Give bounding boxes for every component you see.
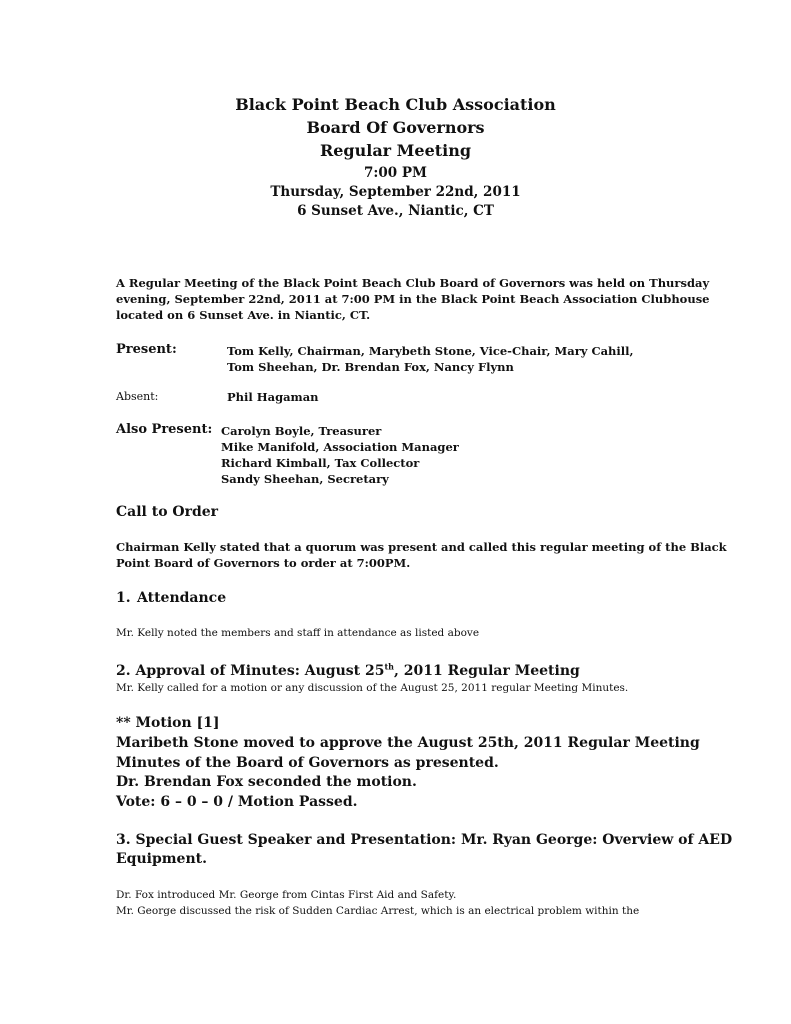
motion-vote: Vote: 6 – 0 – 0 / Motion Passed.	[116, 794, 358, 810]
also-present-label: Also Present:	[116, 422, 213, 437]
org-title: Black Point Beach Club Association	[235, 95, 556, 114]
motion-line-3: Dr. Brendan Fox seconded the motion.	[116, 774, 417, 790]
guest-text-2: Mr. George discussed the risk of Sudden Cardiac Arrest, which is an electrical problem within the	[116, 905, 640, 917]
guest-heading-line-2: Equipment.	[116, 851, 207, 867]
present-label: Present:	[116, 342, 177, 357]
approval-heading-suffix: , 2011 Regular Meeting	[393, 663, 580, 679]
call-to-order-heading: Call to Order	[116, 504, 219, 520]
call-to-order-line-2: Point Board of Governors to order at 7:00PM.	[116, 556, 411, 570]
approval-heading	[116, 662, 580, 680]
absent-name: Phil Hagaman	[227, 390, 319, 404]
call-to-order-line-1: Chairman Kelly stated that a quorum was present and called this regular meeting of the Black	[116, 540, 727, 554]
approval-heading-sup: th	[384, 661, 394, 672]
board-title: Board Of Governors	[306, 118, 485, 137]
approval-heading-prefix: 2. Approval of Minutes: August 25	[116, 663, 385, 679]
motion-title: ** Motion [1]	[116, 715, 220, 731]
also-present-name: Mike Manifold, Association Manager	[221, 440, 459, 454]
meeting-date: Thursday, September 22nd, 2011	[270, 184, 521, 200]
intro-line-3: located on 6 Sunset Ave. in Niantic, CT.	[116, 308, 371, 322]
guest-text-1: Dr. Fox introduced Mr. George from Cintas First Aid and Safety.	[116, 889, 457, 901]
meeting-location: 6 Sunset Ave., Niantic, CT	[297, 203, 494, 219]
also-present-name: Richard Kimball, Tax Collector	[221, 456, 420, 470]
also-present-name: Carolyn Boyle, Treasurer	[221, 424, 382, 438]
absent-label: Absent:	[116, 390, 159, 403]
intro-line-2: evening, September 22nd, 2011 at 7:00 PM in the Black Point Beach Association Clubhouse	[116, 292, 710, 306]
approval-text: Mr. Kelly called for a motion or any discussion of the August 25, 2011 regular Meeting Minutes.	[116, 682, 629, 694]
guest-heading-line-1: 3. Special Guest Speaker and Presentation: Mr. Ryan George: Overview of AED	[116, 832, 733, 848]
also-present-name: Sandy Sheehan, Secretary	[221, 472, 389, 486]
motion-line-1: Maribeth Stone moved to approve the August 25th, 2011 Regular Meeting	[116, 735, 700, 751]
present-line-2: Tom Sheehan, Dr. Brendan Fox, Nancy Flynn	[227, 360, 514, 374]
present-line-1: Tom Kelly, Chairman, Marybeth Stone, Vice-Chair, Mary Cahill,	[227, 344, 634, 358]
meeting-time: 7:00 PM	[364, 165, 427, 181]
attendance-heading: Attendance	[137, 590, 227, 606]
meeting-type-title: Regular Meeting	[319, 141, 472, 160]
motion-line-2: Minutes of the Board of Governors as presented.	[116, 755, 499, 771]
attendance-number: 1.	[116, 590, 131, 606]
intro-line-1: A Regular Meeting of the Black Point Beach Club Board of Governors was held on Thursday	[116, 276, 710, 290]
attendance-text: Mr. Kelly noted the members and staff in attendance as listed above	[116, 627, 480, 639]
